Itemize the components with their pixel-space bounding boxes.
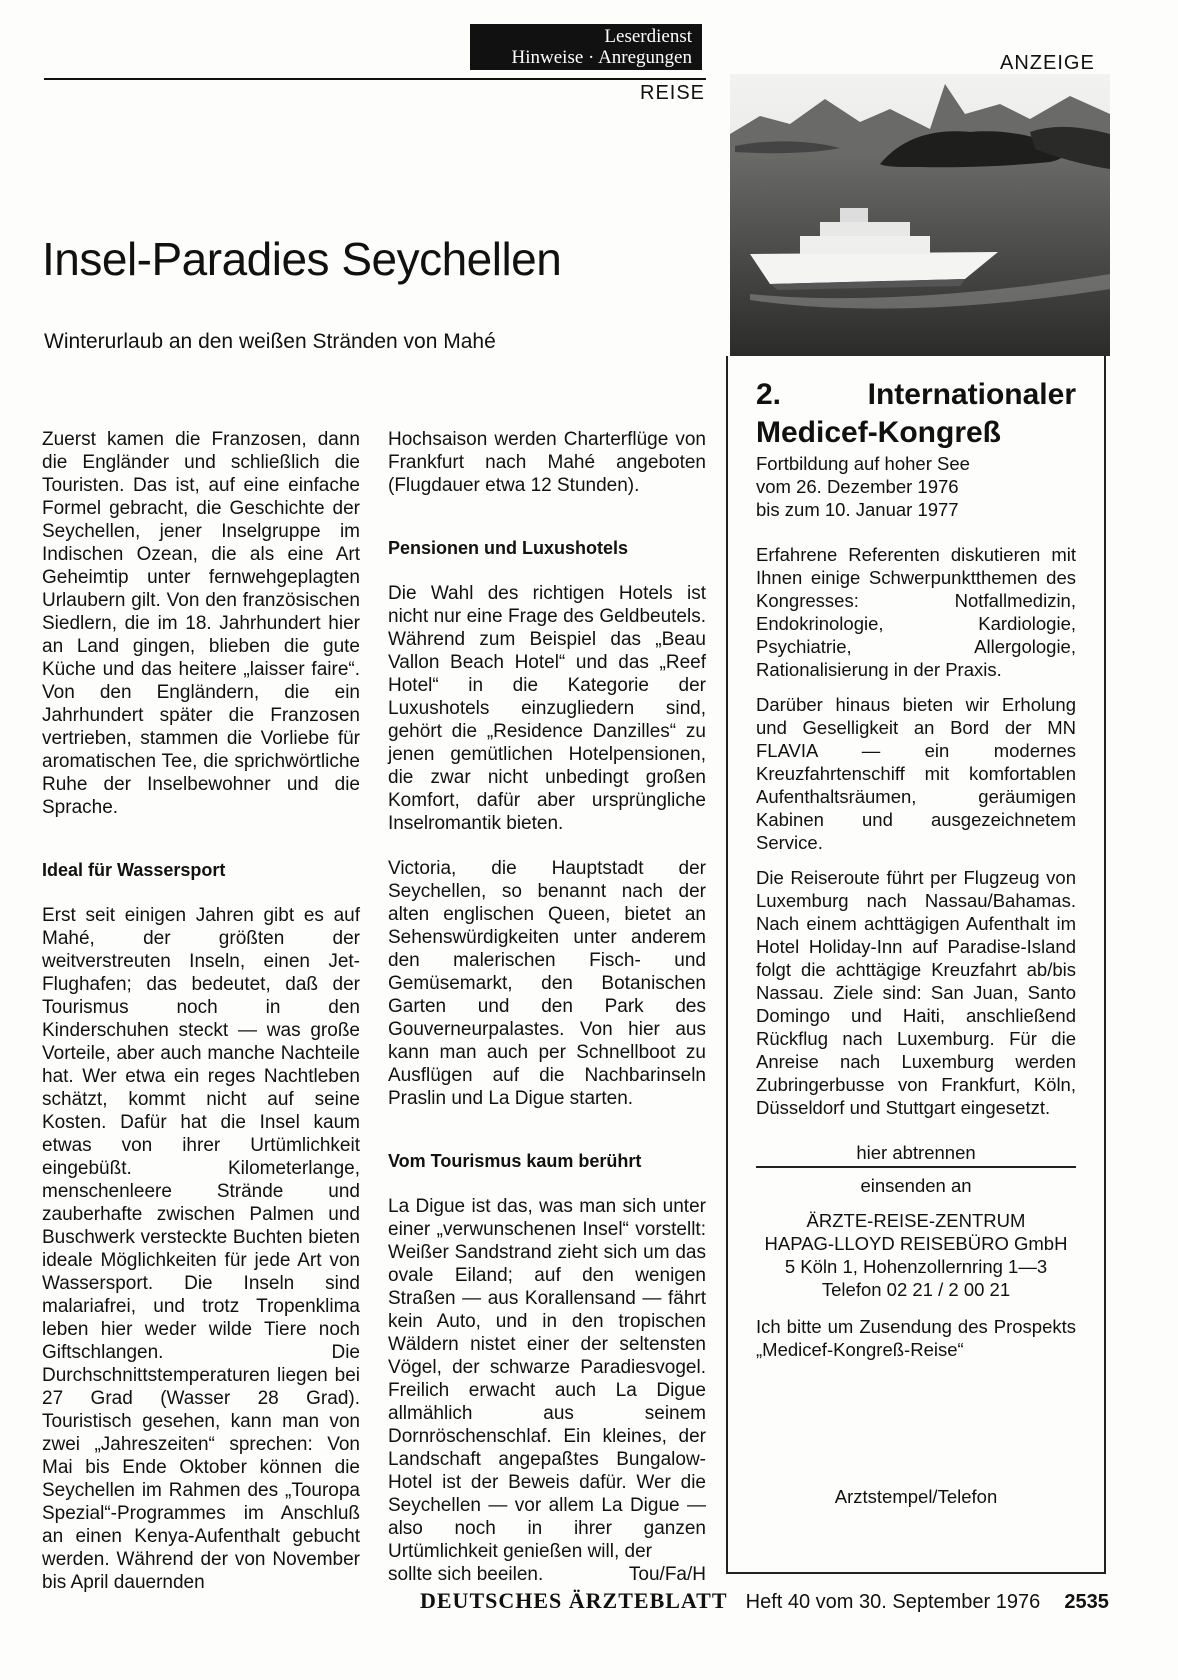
paragraph-victoria: Victoria, die Hauptstadt der Seychellen, so benannt nach der alten englischen Queen, bietet an Sehenswürdigkeiten unter anderem den malerischen Fisch- und Gemüsemarkt, den Botanischen Garten und den Park des Gouverneurpalastes. Von hier aus kann man auch per Schnellboot zu Ausflügen auf die Nachbarinseln Praslin und La Digue starten. [388,858,706,1109]
leserdienst-line2: Hinweise · Anregungen [511,47,692,68]
ad-title: 2. Internationaler Medicef-Kongreß [756,378,1076,449]
ad-subtitle-3: bis zum 10. Januar 1977 [756,499,959,520]
address-line-3: 5 Köln 1, Hohenzollernring 1—3 [784,1256,1048,1277]
issue-info: Heft 40 vom 30. September 1976 [745,1591,1041,1613]
cut-here-label: hier abtrennen [856,1142,976,1163]
page-footer [420,1588,1109,1614]
send-to-label: einsenden an [860,1175,972,1196]
article-title: Insel-Paradies Seychellen [42,233,562,285]
stamp-field-label: Arztstempel/Telefon [834,1486,998,1507]
page-number: 2535 [1064,1591,1109,1613]
ad-paragraph-referenten: Erfahrene Referenten diskutieren mit Ihnen einige Schwerpunktthemen des Kongresses: Notfallmedizin, Endokrinologie, Kardiologie, Psychiatrie, Allergologie, Rationalisierung in der Praxis. [756,544,1076,680]
heading-tourismus: Vom Tourismus kaum berührt [388,1151,642,1171]
paragraph-wassersport: Erst seit einigen Jahren gibt es auf Mahé, der größten der weitverstreuten Inseln, einen Jet-Flughafen; das bedeutet, daß der Tourismus noch in den Kinderschuhen steckt — was große Vorteile, aber auch manche Nachteile hat. Wer etwa ein reges Nachtleben schätzt, kommt nicht auf seine Kosten. Dafür hat die Insel kaum etwas von ihrer Urtümlichkeit eingebüßt. Kilometerlange, menschenleere Strände und zauberhafte zwischen Palmen und Buschwerk versteckte Buchten bieten ideale Möglichkeiten für jede Art von Wassersport. Die Inseln sind malariafrei, und trotz Tropenklima leben hier weder wilde Tiere noch Giftschlangen. Die Durchschnittstemperaturen liegen bei 27 Grad (Wasser 28 Grad). Touristisch gesehen, kann man von zwei „Jahreszeiten“ sprechen: Von Mai bis Ende Oktober können die Seychellen im Rahmen des „Touropa Spezial“-Programmes im Anschluß an einen Kenya-Aufenthalt gebucht werden. Während der von November bis April dauernden [42,905,360,1593]
ad-paragraph-flavia: Darüber hinaus bieten wir Erholung und Geselligkeit an Bord der MN FLAVIA — ein modernes Kreuzfahrtenschiff mit komfortablen Aufenthaltsräumen, geräumigen Kabinen und ausgezeichnetem Service. [756,694,1076,853]
anzeige-label: ANZEIGE [1000,52,1095,74]
paragraph-hotels: Die Wahl des richtigen Hotels ist nicht nur eine Frage des Geldbeutels. Während zum Beispiel das „Beau Vallon Beach Hotel“ und das „Reef Hotel“ in die Kategorie der Luxushotels einzugliedern sind, gehört die „Residence Danzilles“ zu jenen gemütlichen Hotelpensionen, die zwar nicht unbedingt großen Komfort, dafür aber ursprüngliche Inselromantik bieten. [388,583,706,834]
author-signoff: Tou/Fa/H [628,1564,706,1585]
section-label: REISE [640,82,706,104]
address-phone: Telefon 02 21 / 2 00 21 [821,1279,1011,1300]
leserdienst-line1: Leserdienst [604,26,692,47]
ad-subtitle-1: Fortbildung auf hoher See [756,453,970,474]
heading-wassersport: Ideal für Wassersport [42,860,226,880]
paragraph-intro: Zuerst kamen die Franzosen, dann die Engländer und schließlich die Touristen. Das ist, auf eine einfache Formel gebracht, die Geschichte der Seychellen, jener Inselgruppe im Indischen Ozean, die als eine Art Geheimtip unter fernwehgeplagten Urlaubern gilt. Von den französischen Siedlern, die im 18. Jahrhundert hier an Land gingen, blieben die gute Küche und das heitere „laisser faire“. Von den Engländern, die ein Jahrhundert später die Franzosen vertrieben, stammen die Vorliebe für aromatischen Tee, die sprichwörtliche Ruhe der Inselbewohner und die Sprache. [42,429,360,818]
signoff-line [388,1563,706,1586]
paragraph-hochsaison: Hochsaison werden Charterflüge von Frankfurt nach Mahé angeboten (Flugdauer etwa 12 Stunden). [388,429,706,496]
ad-subtitle-2: vom 26. Dezember 1976 [756,476,959,497]
heading-hotels: Pensionen und Luxushotels [388,538,629,558]
request-text: Ich bitte um Zusendung des Prospekts „Medicef-Kongreß-Reise“ [756,1316,1076,1360]
article-column-1 [42,428,360,1594]
header-rule [44,78,706,80]
advertisement-box [726,356,1106,1574]
article-column-2 [388,428,706,1586]
cut-line [756,1166,1076,1168]
address-line-1: ÄRZTE-REISE-ZENTRUM [806,1210,1026,1231]
magazine-name: DEUTSCHES ÄRZTEBLATT [420,1588,728,1613]
ship-island-illustration [730,74,1110,356]
paragraph-la-digue: La Digue ist das, was man sich unter einer „verwunschenen Insel“ vorstellt: Weißer Sandstrand zieht sich um das ovale Eiland; auf den wenigen Straßen — aus Korallensand — fährt kein Auto, und in den tropischen Wäldern nistet einer der seltensten Vögel, der schwarze Paradiesvogel. Freilich erwacht auch La Digue allmählich aus seinem Dornröschenschlaf. Ein kleines, der Landschaft angepaßtes Bungalow-Hotel ist der Beweis dafür. Wer die Seychellen — vor allem La Digue — also noch in ihrer ganzen Urtümlichkeit genießen will, der [388,1196,706,1562]
last-words: sollte sich beeilen. [388,1564,544,1585]
ad-content [756,376,1076,1508]
address-line-2: HAPAG-LLOYD REISEBÜRO GmbH [764,1233,1068,1254]
ad-paragraph-route: Die Reiseroute führt per Flugzeug von Luxemburg nach Nassau/Bahamas. Nach einem achttägigen Aufenthalt im Hotel Holiday-Inn auf Paradise-Island folgt die achttägige Kreuzfahrt ab/bis Nassau. Ziele sind: San Juan, Santo Domingo und Haiti, anschließend Rückflug nach Luxemburg. Für die Anreise nach Luxemburg werden Zubringerbusse von Frankfurt, Köln, Düsseldorf und Stuttgart eingesetzt. [756,867,1076,1118]
leserdienst-label [470,24,702,70]
article-subtitle: Winterurlaub an den weißen Stränden von Mahé [44,330,496,353]
cruise-ship-photo [730,74,1110,356]
